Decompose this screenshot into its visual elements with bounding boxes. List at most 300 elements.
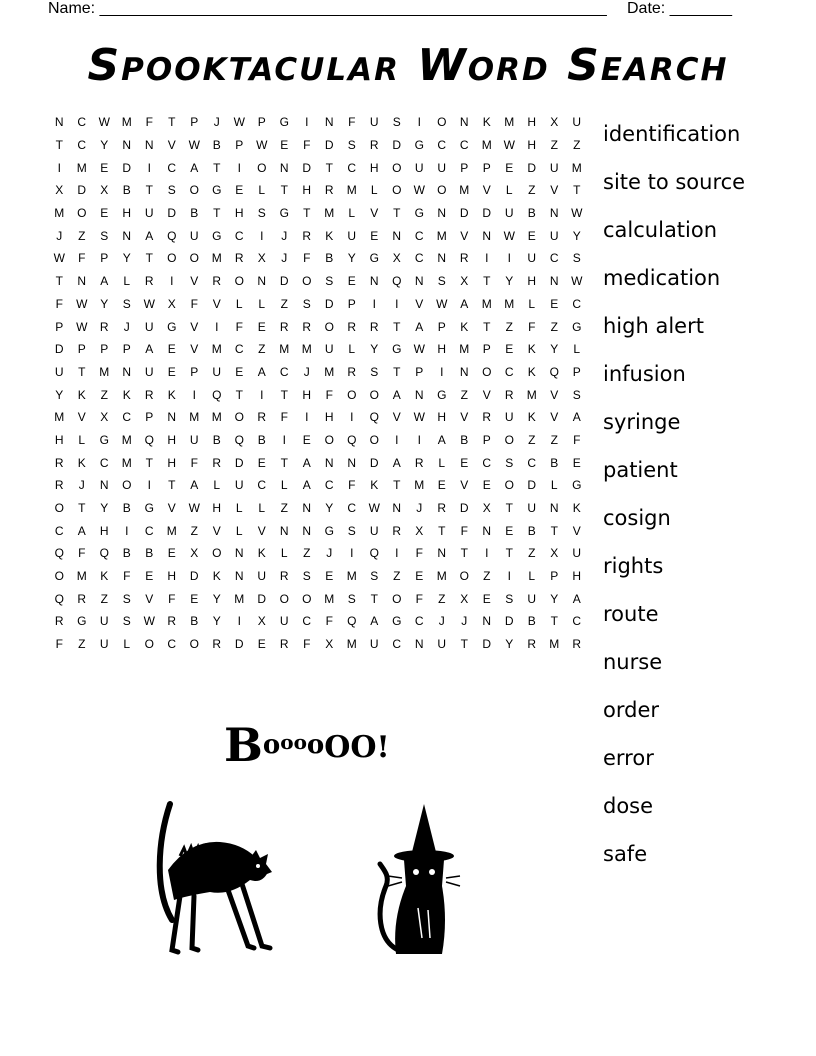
grid-letter: Z	[78, 228, 86, 243]
grid-letter: F	[235, 319, 243, 334]
grid-letter: N	[77, 274, 87, 289]
grid-letter: D	[369, 455, 379, 470]
grid-letter: Z	[100, 591, 108, 606]
grid-letter: Q	[347, 614, 357, 629]
grid-letter: N	[279, 523, 289, 538]
grid-letter: B	[145, 546, 154, 561]
word-list-item: calculation	[603, 218, 718, 242]
grid-letter: E	[505, 342, 514, 357]
grid-letter: E	[347, 274, 356, 289]
grid-letter: R	[347, 364, 357, 379]
grid-letter: P	[55, 319, 64, 334]
grid-letter: Z	[483, 569, 491, 584]
grid-letter: N	[437, 546, 447, 561]
grid-letter: D	[527, 160, 537, 175]
grid-letter: T	[573, 183, 581, 198]
grid-letter: W	[143, 296, 155, 311]
grid-letter: T	[393, 206, 401, 221]
grid-letter: W	[413, 183, 425, 198]
grid-letter: O	[257, 160, 267, 175]
grid-letter: A	[190, 478, 199, 493]
grid-letter: Z	[190, 523, 198, 538]
grid-letter: E	[100, 206, 109, 221]
grid-letter: D	[504, 614, 514, 629]
grid-letter: R	[414, 455, 424, 470]
grid-letter: T	[213, 206, 221, 221]
grid-letter: P	[122, 342, 131, 357]
grid-letter: Y	[505, 274, 514, 289]
grid-letter: Z	[280, 296, 288, 311]
grid-letter: D	[459, 501, 469, 516]
grid-letter: S	[505, 591, 514, 606]
grid-letter: M	[459, 342, 470, 357]
grid-letter: V	[460, 410, 469, 425]
grid-letter: Q	[369, 410, 379, 425]
grid-letter: V	[190, 319, 199, 334]
grid-letter: D	[527, 478, 537, 493]
grid-letter: S	[347, 523, 356, 538]
grid-letter: L	[123, 274, 131, 289]
grid-letter: L	[348, 342, 356, 357]
grid-letter: M	[481, 138, 492, 153]
grid-letter: L	[528, 296, 536, 311]
grid-letter: M	[504, 115, 515, 130]
grid-letter: Q	[347, 432, 357, 447]
grid-letter: S	[572, 251, 581, 266]
grid-letter: B	[122, 183, 131, 198]
grid-letter: T	[438, 523, 446, 538]
grid-letter: T	[393, 319, 401, 334]
grid-letter: W	[368, 501, 380, 516]
grid-letter: R	[324, 183, 334, 198]
grid-letter: R	[392, 523, 402, 538]
grid-letter: N	[234, 546, 244, 561]
grid-letter: R	[279, 569, 289, 584]
grid-letter: G	[572, 319, 582, 334]
grid-letter: T	[303, 206, 311, 221]
grid-letter: O	[167, 251, 177, 266]
grid-letter: Z	[100, 387, 108, 402]
grid-letter: U	[257, 569, 267, 584]
grid-letter: W	[233, 115, 245, 130]
grid-letter: M	[346, 183, 357, 198]
grid-letter: I	[170, 274, 174, 289]
grid-letter: F	[348, 478, 356, 493]
grid-letter: U	[572, 546, 582, 561]
grid-letter: A	[145, 342, 154, 357]
grid-letter: P	[550, 569, 559, 584]
grid-letter: F	[303, 637, 311, 652]
grid-letter: V	[550, 387, 559, 402]
grid-letter: I	[282, 432, 286, 447]
grid-letter: M	[211, 251, 222, 266]
grid-letter: Q	[167, 228, 177, 243]
grid-letter: B	[122, 546, 131, 561]
grid-letter: I	[237, 614, 241, 629]
grid-letter: E	[257, 319, 266, 334]
grid-letter: P	[190, 364, 199, 379]
grid-letter: J	[56, 228, 63, 243]
grid-letter: T	[483, 274, 491, 289]
grid-letter: C	[459, 138, 469, 153]
grid-letter: V	[167, 501, 176, 516]
grid-letter: Y	[370, 342, 379, 357]
grid-letter: Z	[528, 432, 536, 447]
grid-letter: W	[98, 115, 110, 130]
word-list-item: medication	[603, 266, 721, 290]
grid-letter: M	[166, 523, 177, 538]
grid-letter: G	[77, 614, 87, 629]
grid-letter: E	[235, 183, 244, 198]
grid-letter: A	[190, 160, 199, 175]
grid-letter: I	[395, 296, 399, 311]
grid-letter: N	[122, 364, 132, 379]
grid-letter: R	[347, 319, 357, 334]
grid-letter: W	[571, 206, 583, 221]
grid-letter: K	[527, 342, 536, 357]
grid-letter: O	[482, 364, 492, 379]
grid-letter: G	[392, 614, 402, 629]
grid-letter: D	[392, 138, 402, 153]
grid-letter: U	[144, 364, 154, 379]
grid-letter: O	[189, 183, 199, 198]
grid-letter: B	[212, 138, 221, 153]
grid-letter: K	[212, 569, 221, 584]
grid-letter: L	[258, 296, 266, 311]
grid-letter: E	[325, 569, 334, 584]
grid-letter: C	[437, 138, 447, 153]
grid-letter: T	[370, 591, 378, 606]
grid-letter: F	[168, 591, 176, 606]
grid-letter: K	[527, 410, 536, 425]
grid-letter: W	[143, 614, 155, 629]
grid-letter: E	[100, 160, 109, 175]
grid-letter: N	[369, 274, 379, 289]
grid-letter: O	[212, 546, 222, 561]
grid-letter: K	[482, 115, 491, 130]
grid-letter: M	[99, 364, 110, 379]
grid-letter: X	[100, 410, 109, 425]
grid-letter: B	[527, 614, 536, 629]
grid-letter: N	[234, 569, 244, 584]
grid-letter: S	[122, 591, 131, 606]
grid-letter: B	[212, 432, 221, 447]
grid-letter: X	[55, 183, 64, 198]
grid-letter: T	[235, 387, 243, 402]
grid-letter: V	[370, 206, 379, 221]
grid-letter: W	[53, 251, 65, 266]
grid-letter: A	[572, 410, 581, 425]
grid-letter: I	[507, 251, 511, 266]
grid-letter: Z	[550, 138, 558, 153]
grid-letter: M	[436, 569, 447, 584]
boo-text	[224, 712, 390, 782]
grid-letter: E	[167, 546, 176, 561]
grid-letter: E	[505, 160, 514, 175]
grid-letter: R	[504, 387, 514, 402]
grid-letter: U	[549, 160, 559, 175]
grid-letter: O	[122, 478, 132, 493]
grid-letter: C	[347, 501, 357, 516]
grid-letter: M	[76, 160, 87, 175]
grid-letter: G	[99, 432, 109, 447]
grid-letter: T	[78, 364, 86, 379]
grid-letter: P	[257, 115, 266, 130]
grid-letter: T	[168, 478, 176, 493]
grid-letter: G	[414, 138, 424, 153]
grid-letter: H	[167, 432, 177, 447]
grid-letter: W	[76, 296, 88, 311]
grid-letter: U	[144, 206, 154, 221]
arched-cat-illustration	[150, 800, 280, 960]
grid-letter: D	[302, 160, 312, 175]
grid-letter: F	[55, 637, 63, 652]
grid-letter: C	[122, 410, 132, 425]
grid-letter: N	[437, 251, 447, 266]
word-list-item: route	[603, 602, 659, 626]
grid-letter: J	[281, 228, 288, 243]
grid-letter: U	[437, 637, 447, 652]
grid-letter: C	[99, 455, 109, 470]
grid-letter: C	[77, 115, 87, 130]
grid-letter: N	[459, 115, 469, 130]
grid-letter: U	[189, 432, 199, 447]
grid-letter: V	[212, 296, 221, 311]
grid-letter: Y	[347, 251, 356, 266]
grid-letter: R	[234, 251, 244, 266]
grid-letter: I	[260, 387, 264, 402]
grid-letter: M	[526, 387, 537, 402]
grid-letter: V	[392, 410, 401, 425]
grid-letter: K	[167, 387, 176, 402]
grid-letter: G	[414, 206, 424, 221]
grid-letter: J	[213, 115, 220, 130]
grid-letter: F	[348, 115, 356, 130]
grid-letter: P	[460, 160, 469, 175]
grid-letter: Y	[122, 251, 131, 266]
grid-letter: R	[77, 591, 87, 606]
word-list-item: site to source	[603, 170, 746, 194]
grid-letter: T	[460, 546, 468, 561]
grid-letter: X	[550, 546, 559, 561]
grid-letter: F	[573, 432, 581, 447]
grid-letter: I	[485, 546, 489, 561]
grid-letter: F	[528, 319, 536, 334]
grid-letter: Y	[212, 614, 221, 629]
grid-letter: N	[392, 501, 402, 516]
grid-letter: Q	[369, 546, 379, 561]
grid-letter: O	[54, 569, 64, 584]
grid-letter: L	[550, 478, 558, 493]
grid-letter: A	[437, 432, 446, 447]
grid-letter: O	[54, 501, 64, 516]
word-list-item: syringe	[603, 410, 681, 434]
grid-letter: U	[99, 637, 109, 652]
grid-letter: A	[392, 455, 401, 470]
grid-letter: G	[392, 342, 402, 357]
grid-letter: C	[572, 614, 582, 629]
grid-letter: G	[167, 319, 177, 334]
grid-letter: H	[369, 160, 379, 175]
grid-letter: V	[257, 523, 266, 538]
grid-letter: F	[280, 410, 288, 425]
grid-letter: U	[369, 523, 379, 538]
grid-letter: K	[325, 228, 334, 243]
grid-letter: D	[459, 206, 469, 221]
grid-letter: E	[482, 591, 491, 606]
grid-letter: N	[122, 138, 132, 153]
grid-letter: I	[305, 115, 309, 130]
grid-letter: C	[414, 251, 424, 266]
grid-letter: E	[167, 364, 176, 379]
grid-letter: C	[144, 523, 154, 538]
grid-letter: T	[550, 614, 558, 629]
grid-letter: E	[460, 455, 469, 470]
grid-letter: K	[460, 319, 469, 334]
grid-letter: L	[258, 501, 266, 516]
grid-letter: T	[55, 274, 63, 289]
grid-letter: W	[503, 228, 515, 243]
grid-letter: S	[167, 183, 176, 198]
grid-letter: V	[190, 342, 199, 357]
grid-letter: W	[571, 274, 583, 289]
grid-letter: M	[459, 183, 470, 198]
grid-letter: F	[415, 546, 423, 561]
grid-letter: G	[279, 115, 289, 130]
grid-letter: R	[302, 228, 312, 243]
grid-letter: T	[78, 501, 86, 516]
grid-letter: B	[550, 455, 559, 470]
grid-letter: L	[258, 183, 266, 198]
word-list-item: order	[603, 698, 659, 722]
grid-letter: F	[78, 251, 86, 266]
grid-letter: X	[392, 251, 401, 266]
grid-letter: P	[437, 319, 446, 334]
grid-letter: C	[504, 364, 514, 379]
grid-letter: R	[437, 501, 447, 516]
grid-letter: A	[460, 296, 469, 311]
grid-letter: M	[324, 364, 335, 379]
grid-letter: J	[326, 546, 333, 561]
boo-letter: o	[262, 730, 281, 760]
grid-letter: G	[437, 387, 447, 402]
grid-letter: X	[482, 501, 491, 516]
witch-cat-illustration	[372, 800, 462, 960]
grid-letter: C	[257, 478, 267, 493]
grid-letter: D	[324, 138, 334, 153]
grid-letter: S	[302, 296, 311, 311]
grid-letter: W	[436, 296, 448, 311]
grid-letter: Z	[550, 319, 558, 334]
grid-letter: Z	[438, 591, 446, 606]
grid-letter: R	[54, 478, 64, 493]
grid-letter: I	[237, 160, 241, 175]
grid-letter: O	[437, 115, 447, 130]
grid-letter: A	[415, 319, 424, 334]
grid-letter: L	[505, 183, 513, 198]
grid-letter: G	[212, 228, 222, 243]
grid-letter: I	[260, 228, 264, 243]
grid-letter: S	[122, 296, 131, 311]
grid-letter: V	[482, 387, 491, 402]
grid-letter: I	[417, 115, 421, 130]
grid-letter: R	[279, 319, 289, 334]
grid-letter: U	[347, 228, 357, 243]
grid-letter: K	[572, 501, 581, 516]
grid-letter: P	[100, 342, 109, 357]
grid-letter: H	[527, 115, 537, 130]
grid-letter: W	[188, 138, 200, 153]
grid-letter: Y	[550, 342, 559, 357]
grid-letter: E	[257, 455, 266, 470]
grid-letter: Q	[234, 432, 244, 447]
grid-letter: D	[234, 637, 244, 652]
grid-letter: L	[528, 569, 536, 584]
grid-letter: T	[280, 183, 288, 198]
grid-letter: C	[527, 455, 537, 470]
grid-letter: R	[369, 319, 379, 334]
grid-letter: M	[346, 569, 357, 584]
grid-letter: H	[527, 138, 537, 153]
grid-letter: A	[145, 228, 154, 243]
grid-letter: L	[78, 432, 86, 447]
grid-letter: H	[54, 432, 64, 447]
grid-letter: I	[507, 569, 511, 584]
grid-letter: O	[324, 319, 334, 334]
grid-letter: O	[369, 432, 379, 447]
grid-letter: A	[257, 364, 266, 379]
grid-letter: Z	[573, 138, 581, 153]
word-list-item: rights	[603, 554, 664, 578]
grid-letter: U	[527, 251, 537, 266]
grid-letter: U	[189, 228, 199, 243]
grid-letter: L	[280, 478, 288, 493]
grid-letter: S	[122, 614, 131, 629]
grid-letter: L	[348, 206, 356, 221]
grid-letter: E	[505, 523, 514, 538]
grid-letter: D	[122, 160, 132, 175]
grid-letter: B	[325, 251, 334, 266]
grid-letter: U	[369, 637, 379, 652]
word-list-item: infusion	[603, 362, 686, 386]
grid-letter: S	[347, 591, 356, 606]
grid-letter: Q	[54, 591, 64, 606]
grid-letter: G	[144, 501, 154, 516]
grid-letter: P	[482, 160, 491, 175]
grid-letter: C	[482, 455, 492, 470]
page-title: Spooktacular Word Search	[87, 40, 729, 91]
grid-letter: T	[280, 387, 288, 402]
grid-letter: I	[350, 410, 354, 425]
grid-letter: L	[235, 296, 243, 311]
grid-letter: H	[99, 523, 109, 538]
grid-letter: L	[213, 478, 221, 493]
grid-letter: X	[325, 637, 334, 652]
grid-letter: V	[190, 274, 199, 289]
grid-letter: Y	[212, 591, 221, 606]
grid-letter: K	[77, 387, 86, 402]
grid-letter: N	[324, 115, 334, 130]
grid-letter: X	[190, 546, 199, 561]
grid-letter: N	[549, 274, 559, 289]
grid-letter: T	[325, 160, 333, 175]
grid-letter: R	[167, 614, 177, 629]
grid-letter: G	[369, 251, 379, 266]
grid-letter: M	[211, 410, 222, 425]
grid-letter: V	[145, 591, 154, 606]
grid-letter: C	[414, 228, 424, 243]
grid-letter: O	[144, 637, 154, 652]
